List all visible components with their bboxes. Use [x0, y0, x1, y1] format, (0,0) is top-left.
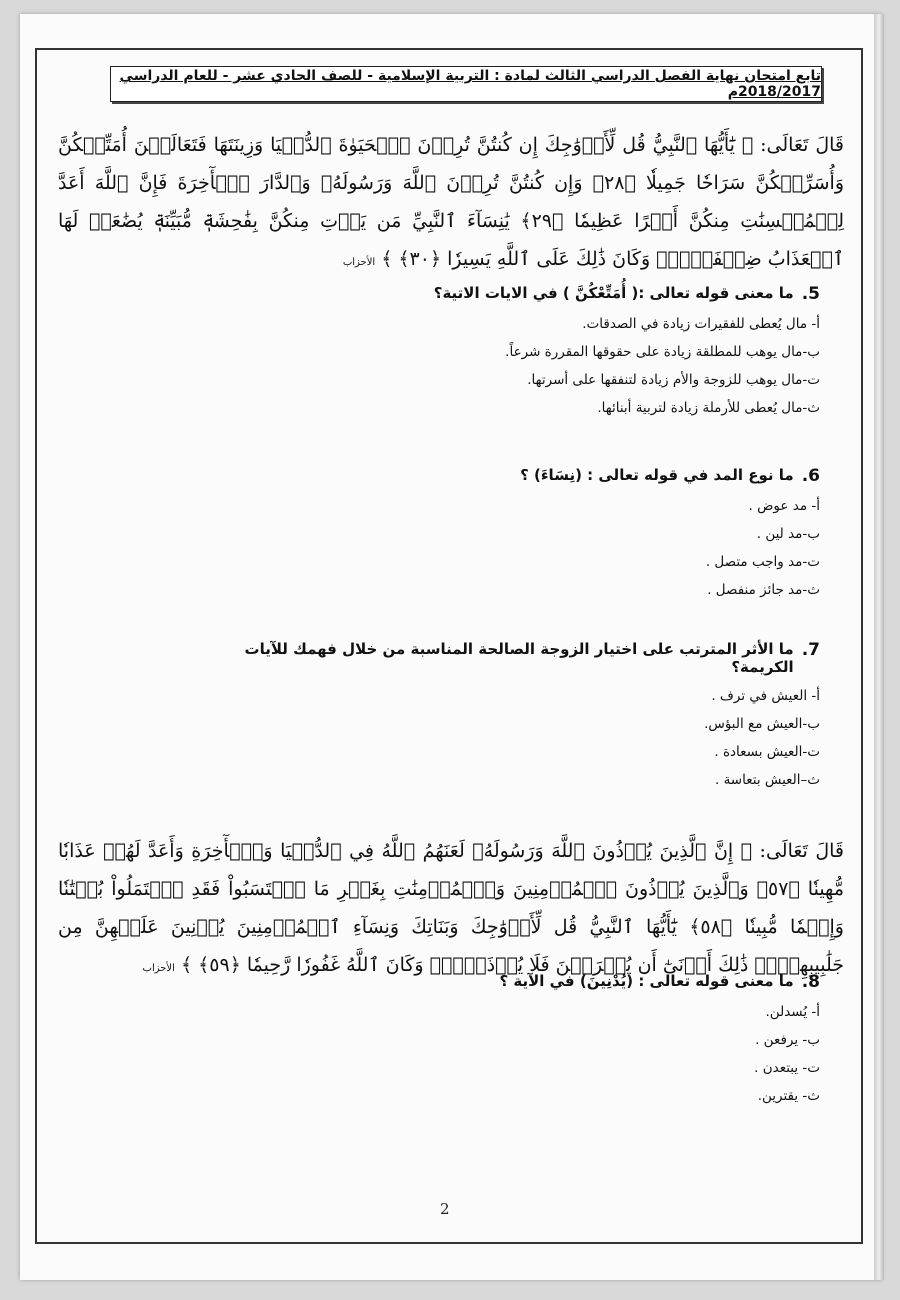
question-text: ما معنى قوله تعالى :( أُمَتِّعْكُنَّ ) في الايات الاتية؟: [433, 284, 794, 302]
answer-option[interactable]: ب-مد لين .: [756, 526, 820, 542]
question-text: ما معنى قوله تعالى : (يُدْنِينَ) في الآية ؟: [499, 972, 794, 990]
answer-option[interactable]: ب-العيش مع البؤس.: [704, 716, 820, 732]
answer-option[interactable]: ث- يقترين.: [757, 1088, 820, 1104]
answer-option[interactable]: أ- مد عوض .: [748, 498, 820, 514]
question-title: [260, 466, 820, 486]
question-title: [200, 640, 820, 676]
answer-option[interactable]: ث-مد جائز منفصل .: [707, 582, 820, 598]
verse-text: قَالَ تَعَالَى: ﴿ يَٰٓأَيُّهَا ٱلنَّبِيُّ قُل لِّأَزۡوَٰجِكَ إِن كُنتُنَّ تُرِدۡنَ ٱلۡحَيَوٰةَ ٱلدُّنۡيَا وَزِينَتَهَا فَتَعَالَيۡنَ أُمَتِّعۡكُنَّ وَأُسَرِّحۡكُنَّ سَرَاحٗا جَمِيلٗا ﴿٢٨﴾ وَإِن كُنتُنَّ تُرِدۡنَ ٱللَّهَ وَرَسُولَهُۥ وَٱلدَّارَ ٱلۡأٓخِرَةَ فَإِنَّ ٱللَّهَ أَعَدَّ لِلۡمُحۡسِنَٰتِ مِنكُنَّ أَجۡرًا عَظِيمٗا ﴿٢٩﴾ يَٰنِسَآءَ ٱلنَّبِيِّ مَن يَأۡتِ مِنكُنَّ بِفَٰحِشَةٖ مُّبَيِّنَةٖ يُضَٰعَفۡ لَهَا ٱلۡعَذَابُ ضِعۡفَيۡنِۚ وَكَانَ ذَٰلِكَ عَلَى ٱللَّهِ يَسِيرٗا ﴿٣٠﴾ ﴾: [58, 134, 844, 270]
answer-option[interactable]: أ- العيش في ترف .: [711, 688, 820, 704]
question-text: ما الأثر المترتب على اختيار الزوجة الصالحة المناسبة من خلال فهمك للآيات الكريمة؟: [244, 640, 794, 676]
question-8: [260, 972, 820, 1110]
verse-text: قَالَ تَعَالَى: ﴿ إِنَّ ٱلَّذِينَ يُؤۡذُونَ ٱللَّهَ وَرَسُولَهُۥ لَعَنَهُمُ ٱللَّهُ فِي ٱلدُّنۡيَا وَٱلۡأٓخِرَةِ وَأَعَدَّ لَهُمۡ عَذَابٗا مُّهِينٗا ﴿٥٧﴾ وَٱلَّذِينَ يُؤۡذُونَ ٱلۡمُؤۡمِنِينَ وَٱلۡمُؤۡمِنَٰتِ بِغَيۡرِ مَا ٱكۡتَسَبُواْ فَقَدِ ٱحۡتَمَلُواْ بُهۡتَٰنٗا وَإِثۡمٗا مُّبِينٗا ﴿٥٨﴾ يَٰٓأَيُّهَا ٱلنَّبِيُّ قُل لِّأَزۡوَٰجِكَ وَبَنَاتِكَ وَنِسَآءِ ٱلۡمُؤۡمِنِينَ يُدۡنِينَ عَلَيۡهِنَّ مِن جَلَٰبِيبِهِنَّۚ ذَٰلِكَ أَدۡنَىٰٓ أَن يُعۡرَفۡنَ فَلَا يُؤۡذَيۡنَۗ وَكَانَ ٱللَّهُ غَفُورٗا رَّحِيمٗا ﴿٥٩﴾ ﴾: [58, 840, 844, 976]
verse-source: الأحزاب: [142, 963, 175, 974]
answer-option[interactable]: ت-مال يوهب للزوجة والأم زيادة لتنفقها على أسرتها.: [527, 372, 820, 388]
answer-option[interactable]: أ- مال يُعطى للفقيرات زيادة في الصدقات.: [582, 316, 820, 332]
page-number: 2: [440, 1200, 450, 1218]
question-number: 5.: [801, 284, 820, 304]
exam-header: [110, 66, 822, 102]
question-title: [260, 972, 820, 992]
question-number: 7.: [801, 640, 820, 660]
question-5: [260, 284, 820, 422]
question-number: 6.: [801, 466, 820, 486]
quran-verse-block-1: [58, 126, 844, 282]
answer-option[interactable]: ب- يرفعن .: [755, 1032, 820, 1048]
quran-verse-block-2: [58, 832, 844, 988]
question-title: [260, 284, 820, 304]
answer-option[interactable]: ث-مال يُعطى للأرملة زيادة لتربية أبنائها.: [597, 400, 820, 416]
answer-option[interactable]: ت-العيش بسعادة .: [714, 744, 820, 760]
answer-option[interactable]: ت- يبتعدن .: [754, 1060, 820, 1076]
answer-option[interactable]: أ- يُسدلن.: [765, 1004, 820, 1020]
answer-option[interactable]: ث–العيش بتعاسة .: [714, 772, 820, 788]
answer-option[interactable]: ت-مد واجب متصل .: [705, 554, 820, 570]
page-edge: [874, 14, 884, 1280]
question-6: [260, 466, 820, 604]
question-7: [200, 640, 820, 794]
question-text: ما نوع المد في قوله تعالى : (نِسَاءَ) ؟: [520, 466, 794, 484]
question-number: 8.: [801, 972, 820, 992]
exam-header-title: تابع امتحان نهاية الفصل الدراسي الثالث لمادة : التربية الإسلامية - للصف الحادي عشر - للعام الدراسي 2018/2017م: [119, 68, 821, 100]
verse-source: الأحزاب: [342, 257, 376, 268]
answer-option[interactable]: ب-مال يوهب للمطلقة زيادة على حقوقها المقررة شرعاً.: [505, 344, 820, 360]
